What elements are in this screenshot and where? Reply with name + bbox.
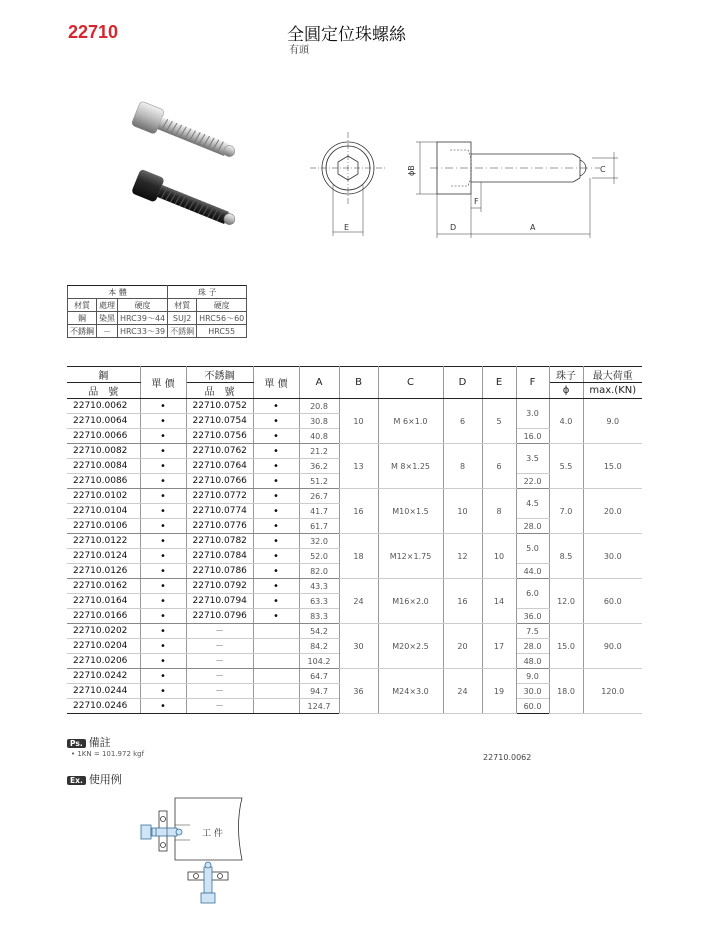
dim-a-value: 36.2 [299,459,339,474]
steel-part-number: 22710.0084 [67,459,140,474]
stainless-price: • [253,444,299,459]
max-load-value: 9.0 [583,399,642,444]
steel-price: • [140,429,186,444]
dim-b-value: 36 [339,669,378,714]
dim-e-value: 19 [482,669,516,714]
dim-f-value: 6.0 [516,579,549,609]
dim-f-value: 22.0 [516,474,549,489]
stainless-part-number: － [186,654,253,669]
steel-part-number: 22710.0104 [67,504,140,519]
steel-part-number: 22710.0206 [67,654,140,669]
dim-label-c: C [600,165,606,174]
product-code: 22710 [68,22,119,42]
stainless-price: • [253,459,299,474]
notes-badge: Ps. [67,739,86,748]
dim-a-value: 52.0 [299,549,339,564]
stainless-part-number: 22710.0752 [186,399,253,414]
stainless-part-number: － [186,624,253,639]
stainless-part-number: 22710.0774 [186,504,253,519]
spec-table-body [67,399,642,714]
hdr-b: B [339,367,378,399]
dim-a-value: 30.8 [299,414,339,429]
dim-label-d: D [450,223,457,232]
stainless-price: • [253,429,299,444]
page-title: 全圓定位珠螺絲 [287,25,406,45]
hdr-stainless: 不銹鋼 [186,367,253,383]
steel-price: • [140,459,186,474]
hdr-stainless-no: 品 號 [186,383,253,399]
stainless-price [253,624,299,639]
hdr-ball: 珠子 [549,367,583,383]
dim-d-value: 8 [443,444,482,489]
dim-e-value: 6 [482,444,516,489]
ball-diameter-value: 5.5 [549,444,583,489]
usage-example-drawing [130,795,260,915]
stainless-part-number: 22710.0782 [186,534,253,549]
steel-price: • [140,579,186,594]
stainless-price [253,669,299,684]
dim-f-value: 7.5 [516,624,549,639]
stainless-part-number: － [186,639,253,654]
table-row [67,579,642,594]
workpiece-label: 工 件 [202,829,223,839]
stainless-part-number: － [186,684,253,699]
dim-a-value: 40.8 [299,429,339,444]
ball-diameter-value: 12.0 [549,579,583,624]
material-row: 鋼 染黑 HRC39～44 SUJ2 HRC56～60 [68,312,247,325]
hdr-load-unit: max.(KN) [583,383,642,399]
steel-part-number: 22710.0082 [67,444,140,459]
dim-b-value: 13 [339,444,378,489]
dim-a-value: 26.7 [299,489,339,504]
usage-title: 使用例 [88,773,122,786]
photo-caption: 22710.0062 [483,753,532,762]
steel-price: • [140,624,186,639]
steel-price: • [140,504,186,519]
max-load-value: 60.0 [583,579,642,624]
max-load-value: 30.0 [583,534,642,579]
dim-c-value: M12×1.75 [378,534,443,579]
dim-c-value: M24×3.0 [378,669,443,714]
dim-f-value: 3.5 [516,444,549,474]
steel-part-number: 22710.0246 [67,699,140,714]
steel-part-number: 22710.0122 [67,534,140,549]
dim-a-value: 41.7 [299,504,339,519]
stainless-part-number: 22710.0766 [186,474,253,489]
dim-f-value: 36.0 [516,609,549,624]
dim-a-value: 64.7 [299,669,339,684]
table-row [67,624,642,639]
ball-diameter-value: 7.0 [549,489,583,534]
stainless-price: • [253,414,299,429]
steel-part-number: 22710.0162 [67,579,140,594]
stainless-part-number: 22710.0762 [186,444,253,459]
spec-table [67,366,642,714]
steel-price: • [140,564,186,579]
stainless-price: • [253,474,299,489]
stainless-price: • [253,489,299,504]
col-treatment: 處理 [97,299,118,312]
dim-f-value: 48.0 [516,654,549,669]
dim-d-value: 6 [443,399,482,444]
hdr-steel: 鋼 [67,367,140,383]
dim-a-value: 51.2 [299,474,339,489]
steel-part-number: 22710.0244 [67,684,140,699]
hdr-a: A [299,367,339,399]
steel-price: • [140,474,186,489]
page-subtitle: 有頭 [289,45,309,56]
steel-part-number: 22710.0166 [67,609,140,624]
dim-label-a: A [530,223,536,232]
notes-heading [67,734,111,750]
dim-e-value: 8 [482,489,516,534]
ball-diameter-value: 4.0 [549,399,583,444]
dim-b-value: 16 [339,489,378,534]
stainless-part-number: － [186,699,253,714]
table-row [67,444,642,459]
stainless-price: • [253,399,299,414]
max-load-value: 90.0 [583,624,642,669]
hdr-d: D [443,367,482,399]
stainless-price: • [253,579,299,594]
usage-heading [67,771,122,787]
stainless-part-number: － [186,669,253,684]
max-load-value: 15.0 [583,444,642,489]
max-load-value: 20.0 [583,489,642,534]
hdr-price-2: 單 價 [253,367,299,399]
dim-a-value: 32.0 [299,534,339,549]
stainless-part-number: 22710.0772 [186,489,253,504]
dim-d-value: 16 [443,579,482,624]
steel-price: • [140,594,186,609]
steel-price: • [140,519,186,534]
table-row [67,669,642,684]
steel-price: • [140,489,186,504]
steel-price: • [140,414,186,429]
dim-f-value: 28.0 [516,639,549,654]
note-item: • 1KN = 101.972 kgf [71,750,145,758]
dim-c-value: M16×2.0 [378,579,443,624]
col-ball-hardness: 硬度 [197,299,247,312]
steel-part-number: 22710.0062 [67,399,140,414]
dim-c-value: M20×2.5 [378,624,443,669]
steel-part-number: 22710.0106 [67,519,140,534]
stainless-price: • [253,594,299,609]
dim-e-value: 14 [482,579,516,624]
dim-a-value: 61.7 [299,519,339,534]
hdr-e: E [482,367,516,399]
dim-a-value: 94.7 [299,684,339,699]
dim-f-value: 16.0 [516,429,549,444]
dim-a-value: 21.2 [299,444,339,459]
dim-f-value: 9.0 [516,669,549,684]
steel-part-number: 22710.0124 [67,549,140,564]
col-hardness: 硬度 [118,299,168,312]
steel-part-number: 22710.0102 [67,489,140,504]
steel-part-number: 22710.0086 [67,474,140,489]
hdr-steel-no: 品 號 [67,383,140,399]
hdr-load: 最大荷重 [583,367,642,383]
stainless-price [253,654,299,669]
steel-price: • [140,639,186,654]
dim-label-f: F [474,197,479,206]
stainless-part-number: 22710.0784 [186,549,253,564]
dim-f-value: 30.0 [516,684,549,699]
stainless-price: • [253,564,299,579]
dim-f-value: 60.0 [516,699,549,714]
steel-part-number: 22710.0164 [67,594,140,609]
group-ball: 珠 子 [168,286,247,299]
ball-diameter-value: 8.5 [549,534,583,579]
steel-price: • [140,609,186,624]
steel-price: • [140,399,186,414]
stainless-price: • [253,534,299,549]
col-material: 材質 [68,299,97,312]
steel-part-number: 22710.0126 [67,564,140,579]
dim-c-value: M 8×1.25 [378,444,443,489]
dim-e-value: 10 [482,534,516,579]
material-table [67,285,247,338]
dim-e-value: 17 [482,624,516,669]
dim-b-value: 30 [339,624,378,669]
material-row: 不銹鋼 － HRC33～39 不銹鋼 HRC55 [68,325,247,338]
dim-f-value: 5.0 [516,534,549,564]
technical-drawing [300,120,640,245]
stainless-price [253,699,299,714]
hdr-price-1: 單 價 [140,367,186,399]
dim-a-value: 83.3 [299,609,339,624]
stainless-part-number: 22710.0764 [186,459,253,474]
stainless-price: • [253,549,299,564]
stainless-part-number: 22710.0786 [186,564,253,579]
stainless-price: • [253,609,299,624]
dim-b-value: 24 [339,579,378,624]
dim-a-value: 20.8 [299,399,339,414]
steel-price: • [140,444,186,459]
stainless-part-number: 22710.0794 [186,594,253,609]
dim-d-value: 20 [443,624,482,669]
ball-diameter-value: 15.0 [549,624,583,669]
dim-f-value: 4.5 [516,489,549,519]
stainless-part-number: 22710.0796 [186,609,253,624]
dim-a-value: 124.7 [299,699,339,714]
steel-price: • [140,549,186,564]
steel-price: • [140,684,186,699]
dim-f-value: 3.0 [516,399,549,429]
black-steel-screw-photo [131,169,239,228]
dim-a-value: 54.2 [299,624,339,639]
stainless-part-number: 22710.0754 [186,414,253,429]
steel-price: • [140,654,186,669]
group-body: 本 體 [68,286,168,299]
max-load-value: 120.0 [583,669,642,714]
dim-a-value: 104.2 [299,654,339,669]
table-row [67,399,642,414]
hdr-f: F [516,367,549,399]
stainless-screw-photo [131,101,239,165]
hdr-c: C [378,367,443,399]
stainless-part-number: 22710.0792 [186,579,253,594]
dim-label-e: E [344,223,350,232]
table-row [67,489,642,504]
usage-badge: Ex. [67,776,86,785]
stainless-price: • [253,519,299,534]
product-photos [125,88,265,228]
col-ball-material: 材質 [168,299,197,312]
dim-d-value: 12 [443,534,482,579]
dim-a-value: 43.3 [299,579,339,594]
steel-part-number: 22710.0202 [67,624,140,639]
dim-d-value: 24 [443,669,482,714]
stainless-price [253,639,299,654]
steel-part-number: 22710.0204 [67,639,140,654]
steel-part-number: 22710.0064 [67,414,140,429]
table-row [67,534,642,549]
stainless-part-number: 22710.0776 [186,519,253,534]
stainless-price [253,684,299,699]
dim-a-value: 84.2 [299,639,339,654]
steel-part-number: 22710.0066 [67,429,140,444]
stainless-part-number: 22710.0756 [186,429,253,444]
steel-price: • [140,669,186,684]
dim-a-value: 63.3 [299,594,339,609]
notes-title: 備註 [88,736,111,749]
dim-f-value: 44.0 [516,564,549,579]
dim-c-value: M 6×1.0 [378,399,443,444]
dim-d-value: 10 [443,489,482,534]
ball-diameter-value: 18.0 [549,669,583,714]
dim-c-value: M10×1.5 [378,489,443,534]
steel-price: • [140,699,186,714]
dim-label-phib: ϕB [407,165,416,176]
dim-b-value: 10 [339,399,378,444]
steel-price: • [140,534,186,549]
dim-f-value: 28.0 [516,519,549,534]
dim-e-value: 5 [482,399,516,444]
hdr-ball-phi: ϕ [549,383,583,399]
steel-part-number: 22710.0242 [67,669,140,684]
stainless-price: • [253,504,299,519]
dim-b-value: 18 [339,534,378,579]
dim-a-value: 82.0 [299,564,339,579]
